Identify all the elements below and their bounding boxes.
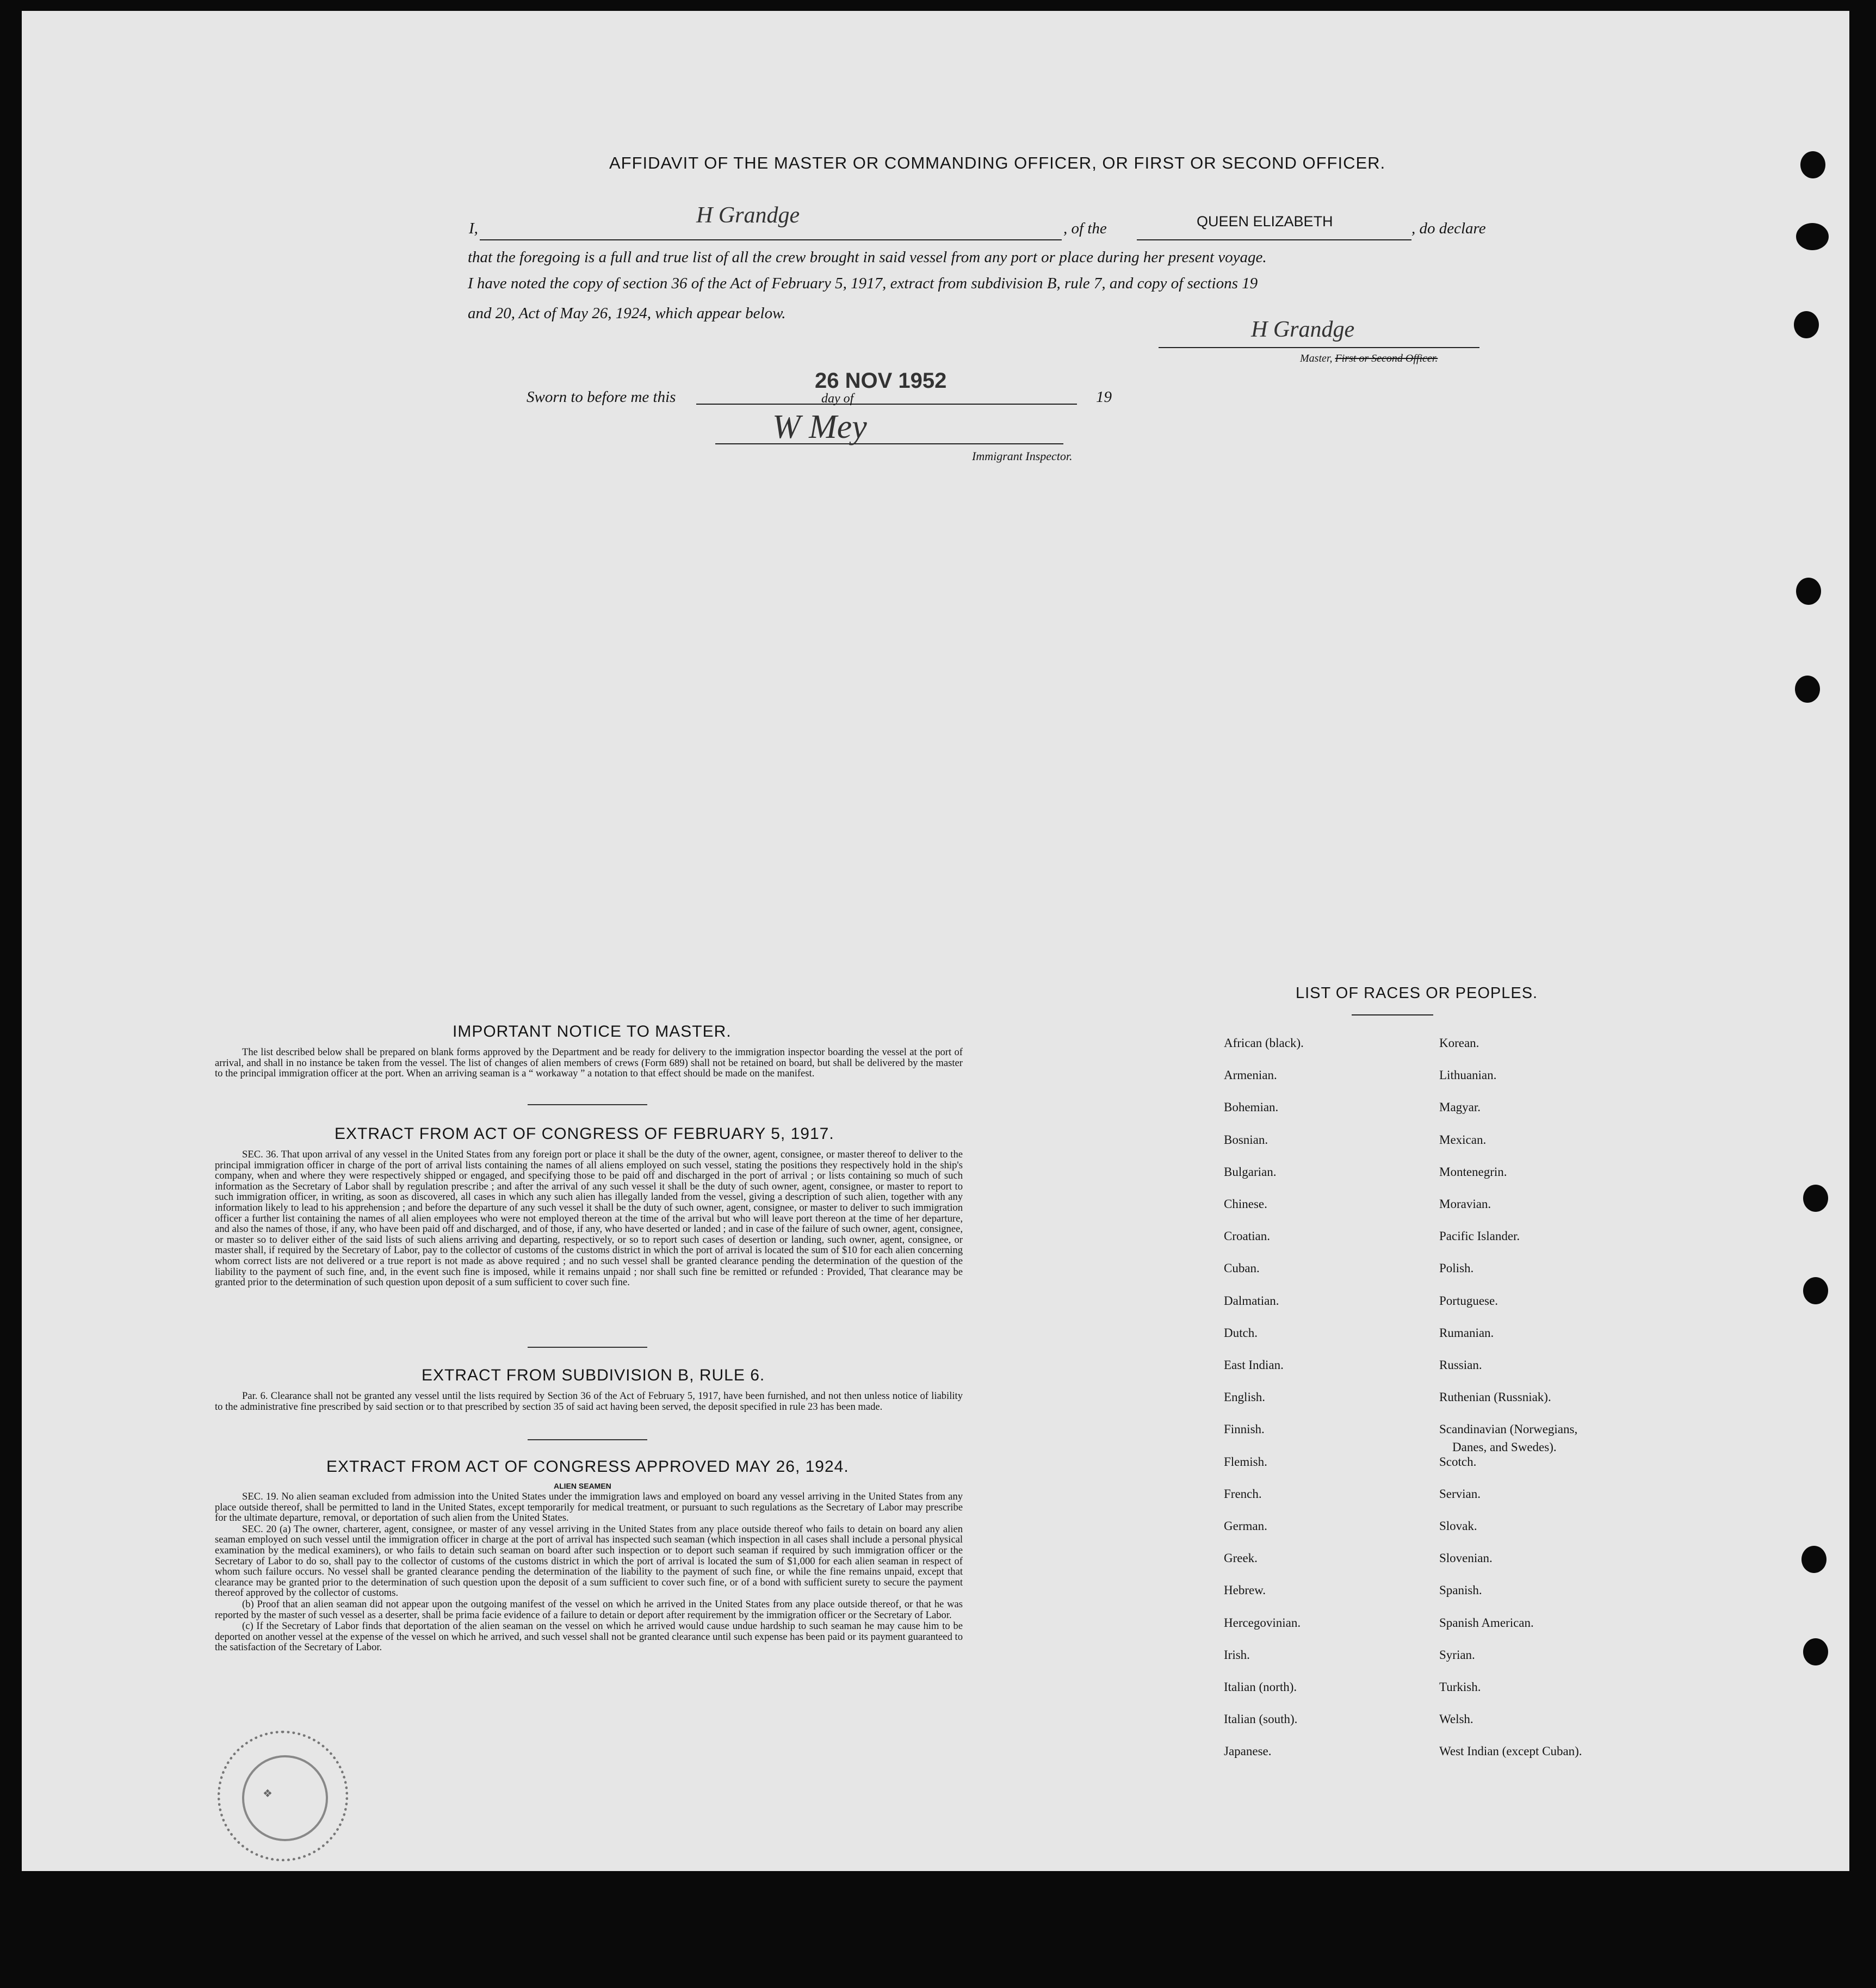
alien-seamen-subtitle: ALIEN SEAMEN bbox=[554, 1482, 611, 1490]
punch-hole bbox=[1800, 151, 1825, 178]
master-label-text: Master, bbox=[1300, 352, 1333, 364]
race-item: Scandinavian (Norwegians, bbox=[1439, 1422, 1578, 1436]
race-item: Welsh. bbox=[1439, 1712, 1473, 1726]
race-item: Syrian. bbox=[1439, 1648, 1475, 1662]
race-item: Russian. bbox=[1439, 1358, 1482, 1372]
race-item: Armenian. bbox=[1224, 1068, 1277, 1082]
master-label bbox=[1300, 352, 1438, 365]
race-item: East Indian. bbox=[1224, 1358, 1284, 1372]
sec-20a-paragraph: SEC. 20 (a) The owner, charterer, agent, consignee, or master of any vessel arriving in the United States from any place outside thereof who fails to detain on board any alien seaman employed on such vessel until the immigration officer in charge at the port of arrival has inspected such seaman (which inspection in all cases shall include a personal physical examination by the medical examiners), or who fails to detain such seaman on board after such inspection or to deport such seaman if required by such immigration officer or the Secretary of Labor to do so, shall pay to the collector of customs of the customs district in which the port of arrival is located the sum of $1,000 for each alien seaman in respect of whom such failure occurs. No vessel shall be granted clearance pending the determination of the liability to the payment of such fine, or while the fine remains unpaid, except that clearance may be granted prior to the determination of such question upon the deposit of a sum sufficient to cover such fine, or of a bond with sufficient surety to secure the payment thereof approved by the collector of customs. bbox=[215, 1523, 963, 1599]
race-item: Korean. bbox=[1439, 1036, 1479, 1050]
divider bbox=[528, 1347, 647, 1348]
race-item: Greek. bbox=[1224, 1551, 1258, 1565]
race-item: German. bbox=[1224, 1519, 1267, 1533]
of-the-label: , of the bbox=[1063, 220, 1107, 237]
extract-1917-title: EXTRACT FROM ACT OF CONGRESS OF FEBRUARY 5, 1917. bbox=[335, 1125, 834, 1143]
race-item: French. bbox=[1224, 1487, 1262, 1501]
extract-rule6-body bbox=[215, 1391, 963, 1413]
races-title-underline bbox=[1352, 1014, 1433, 1015]
punch-hole bbox=[1796, 578, 1821, 605]
punch-hole bbox=[1801, 1546, 1827, 1573]
affidavit-line-3: I have noted the copy of section 36 of the Act of February 5, 1917, extract from subdivision B, rule 7, and copy of sections 19 bbox=[468, 275, 1258, 292]
race-item: Ruthenian (Russniak). bbox=[1439, 1390, 1551, 1404]
race-item: Italian (south). bbox=[1224, 1712, 1298, 1726]
document-page bbox=[22, 11, 1849, 1871]
race-item: Pacific Islander. bbox=[1439, 1229, 1520, 1243]
affidavit-line-4: and 20, Act of May 26, 1924, which appear below. bbox=[468, 305, 786, 322]
race-item: Magyar. bbox=[1439, 1100, 1481, 1114]
race-item: Bulgarian. bbox=[1224, 1165, 1277, 1179]
race-item: Hebrew. bbox=[1224, 1583, 1266, 1597]
master-signature-line bbox=[1159, 347, 1479, 348]
sec-36-paragraph: SEC. 36. That upon arrival of any vessel in the United States from any foreign port or place it shall be the duty of the owner, agent, consignee, or master thereof to deliver to the principal immigration officer in charge of the port of arrival lists containing the names of all aliens employed on such vessel, stating the positions they respectively hold in the ship's company, when and where they were respectively shipped or engaged, and specifying those to be paid off and discharged in the port of arrival ; or lists containing so much of such information as the Secretary of Labor shall by regulation prescribe ; and after the arrival of any such vessel it shall be the duty of such owner, agent, consignee, or master to report to such immigration officer, in writing, as soon as discovered, all cases in which any such alien has illegally landed from the vessel, giving a description of such alien, together with any information likely to lead to his apprehension ; and before the departure of any such vessel it shall be the duty of such owner, agent, consignee, or master to deliver to such immigration officer a further list containing the names of all alien employees who were not employed thereon at the time of the arrival but who will leave port thereon at the time of her departure, and also the names of those, if any, who have been paid off and discharged, and of those, if any, who have deserted or landed ; and in case of the failure of such owner, agent, consignee, or master so to deliver either of the said lists of such aliens arriving and departing, respectively, or so to report such cases of desertion or landing, such owner, agent, consignee, or master shall, if required by the Secretary of Labor, pay to the collector of customs of the customs district in which the port of arrival is located the sum of $10 for each alien concerning whom correct lists are not delivered or a true report is not made as above required ; and no such vessel shall be granted clearance pending the determination of the question of the liability to the payment of such fine, and, in the event such fine is imposed, while it remains unpaid ; nor shall such fine be remitted or refunded : Provided, That clearance may be granted prior to the determination of such question upon deposit of a sum sufficient to cover such fine. bbox=[215, 1149, 963, 1289]
official-seal bbox=[218, 1731, 348, 1861]
race-item: Servian. bbox=[1439, 1487, 1481, 1501]
race-item: Japanese. bbox=[1224, 1744, 1272, 1758]
par-6-paragraph: Par. 6. Clearance shall not be granted any vessel until the lists required by Section 36 of the Act of February 5, 1917, have been furnished, and not then unless notice of liability to the administrative fine prescribed by said section or to that prescribed by section 35 of said act having been served, the deposit specified in rule 23 has been made. bbox=[215, 1390, 963, 1413]
sec-20c-paragraph: (c) If the Secretary of Labor finds that deportation of the alien seaman on the vessel on which he arrived would cause undue hardship to such seaman he may cause him to be deported on another vessel at the expense of the vessel on which he arrived, and such vessel shall not be granted clearance until such expense has been paid or its payment guaranteed to the satisfaction of the Secretary of Labor. bbox=[215, 1620, 963, 1653]
race-item: Finnish. bbox=[1224, 1422, 1265, 1436]
race-item: Rumanian. bbox=[1439, 1326, 1494, 1340]
vessel-line bbox=[1137, 239, 1411, 240]
race-item: Scotch. bbox=[1439, 1454, 1477, 1469]
affidavit-title: AFFIDAVIT OF THE MASTER OR COMMANDING OFFICER, OR FIRST OR SECOND OFFICER. bbox=[609, 153, 1386, 172]
officer-name-line bbox=[480, 239, 1062, 240]
master-signature: H Grandge bbox=[1251, 317, 1355, 342]
race-item: Spanish. bbox=[1439, 1583, 1482, 1597]
race-item: Montenegrin. bbox=[1439, 1165, 1507, 1179]
notice-title: IMPORTANT NOTICE TO MASTER. bbox=[453, 1023, 732, 1041]
race-item: West Indian (except Cuban). bbox=[1439, 1744, 1582, 1758]
race-item: Flemish. bbox=[1224, 1454, 1267, 1469]
race-item: Turkish. bbox=[1439, 1680, 1481, 1694]
race-item: Cuban. bbox=[1224, 1261, 1260, 1275]
race-item: Lithuanian. bbox=[1439, 1068, 1497, 1082]
sec-20b-paragraph: (b) Proof that an alien seaman did not appear upon the outgoing manifest of the vessel on which he arrived in the United States from any place outside thereof, or that he was reported by the master of such vessel as a deserter, shall be prima facie evidence of a failure to detain or deport after requirement by the immigration officer or the Secretary of Labor. bbox=[215, 1598, 963, 1621]
year-label: 19 bbox=[1096, 388, 1112, 406]
punch-hole bbox=[1794, 311, 1819, 338]
race-item: Slovenian. bbox=[1439, 1551, 1493, 1565]
punch-hole bbox=[1796, 223, 1829, 250]
race-item: Slovak. bbox=[1439, 1519, 1477, 1533]
punch-hole bbox=[1795, 676, 1820, 703]
race-item: Dutch. bbox=[1224, 1326, 1258, 1340]
extract-rule6-title: EXTRACT FROM SUBDIVISION B, RULE 6. bbox=[422, 1366, 765, 1384]
i-label: I, bbox=[469, 220, 478, 237]
affidavit-line-2: that the foregoing is a full and true list of all the crew brought in said vessel from any port or place during her present voyage. bbox=[468, 249, 1267, 266]
races-title: LIST OF RACES OR PEOPLES. bbox=[1296, 984, 1538, 1002]
notice-body bbox=[215, 1047, 963, 1080]
race-item: Mexican. bbox=[1439, 1132, 1487, 1147]
extract-1924-body bbox=[215, 1491, 963, 1653]
notice-paragraph: The list described below shall be prepared on blank forms approved by the Department and be ready for delivery to the immigration inspector boarding the vessel at the port of arrival, and shall in no instance be taken from the vessel. The list of changes of alien members of crews (Form 689) shall not be retained on board, but shall be delivered by the master to the principal immigration officer at the port. When an arriving seaman is a “ workaway ” a notation to that effect should be made on the manifest. bbox=[215, 1046, 963, 1080]
race-item: Irish. bbox=[1224, 1648, 1250, 1662]
do-declare-label: , do declare bbox=[1411, 220, 1486, 237]
sec-19-paragraph: SEC. 19. No alien seaman excluded from admission into the United States under the immigration laws and employed on board any vessel arriving in the United States from any place outside thereof, shall be permitted to land in the United States, except temporarily for medical treatment, or pursuant to such regulations as the Secretary of Labor may prescribe for the ultimate departure, removal, or deportation of such alien from the United States. bbox=[215, 1491, 963, 1524]
race-item: Croatian. bbox=[1224, 1229, 1270, 1243]
extract-1917-body bbox=[215, 1149, 963, 1289]
race-item: Bohemian. bbox=[1224, 1100, 1279, 1114]
master-struck-text: First or Second Officer. bbox=[1335, 352, 1438, 364]
sworn-label: Sworn to before me this bbox=[527, 388, 676, 406]
race-item: African (black). bbox=[1224, 1036, 1304, 1050]
race-item: Polish. bbox=[1439, 1261, 1474, 1275]
officer-signature: H Grandge bbox=[696, 203, 800, 228]
punch-hole bbox=[1803, 1638, 1828, 1665]
inspector-signature-line bbox=[715, 443, 1063, 444]
day-of-label: day of bbox=[821, 392, 854, 406]
date-stamp: 26 NOV 1952 bbox=[815, 369, 947, 393]
race-item: English. bbox=[1224, 1390, 1266, 1404]
inspector-label: Immigrant Inspector. bbox=[972, 449, 1073, 463]
seal-emblem-icon: ❖ bbox=[263, 1788, 273, 1800]
race-item: Bosnian. bbox=[1224, 1132, 1268, 1147]
divider bbox=[528, 1104, 647, 1105]
race-item: Dalmatian. bbox=[1224, 1293, 1279, 1308]
inspector-signature: W Mey bbox=[772, 408, 867, 445]
punch-hole bbox=[1803, 1185, 1828, 1212]
sworn-date-line bbox=[696, 404, 1077, 405]
race-continuation: Danes, and Swedes). bbox=[1452, 1440, 1557, 1454]
race-item: Portuguese. bbox=[1439, 1293, 1498, 1308]
race-item: Italian (north). bbox=[1224, 1680, 1297, 1694]
punch-hole bbox=[1803, 1277, 1828, 1304]
race-item: Moravian. bbox=[1439, 1197, 1491, 1211]
seal-inner-ring bbox=[242, 1755, 328, 1841]
race-item: Hercegovinian. bbox=[1224, 1615, 1301, 1630]
race-item: Chinese. bbox=[1224, 1197, 1267, 1211]
race-item: Spanish American. bbox=[1439, 1615, 1534, 1630]
vessel-name: QUEEN ELIZABETH bbox=[1197, 213, 1333, 230]
extract-1924-title: EXTRACT FROM ACT OF CONGRESS APPROVED MAY 26, 1924. bbox=[326, 1458, 849, 1476]
divider bbox=[528, 1439, 647, 1440]
